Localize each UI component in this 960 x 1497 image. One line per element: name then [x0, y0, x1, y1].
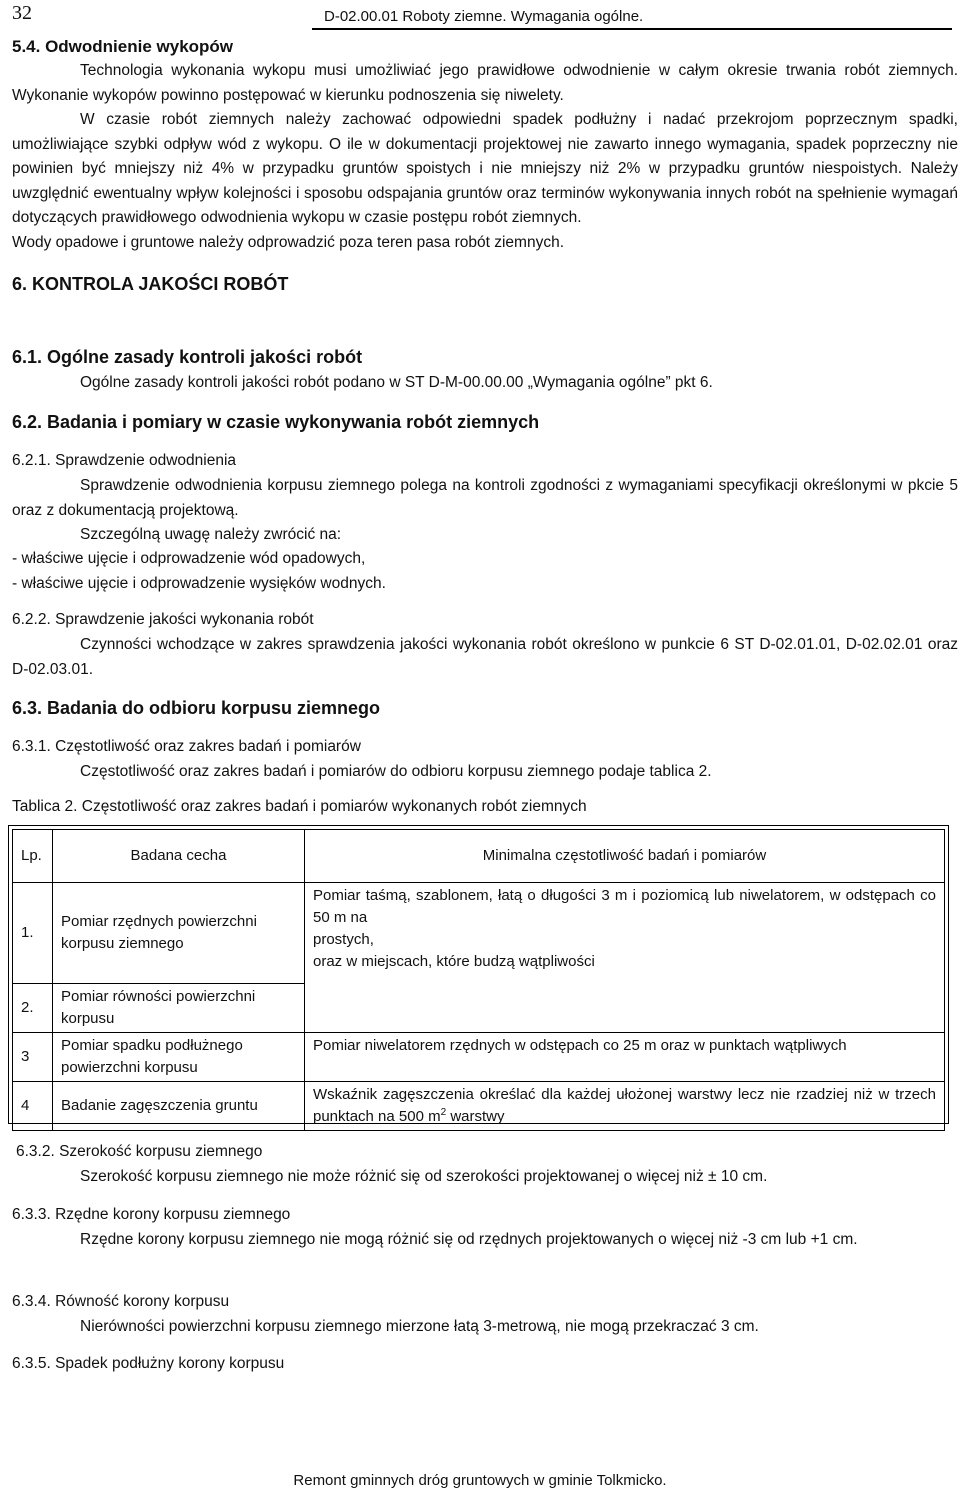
section-6-3-1-paragraph: Częstotliwość oraz zakres badań i pomiarów do odbioru korpusu ziemnego podaje tablica 2.	[80, 763, 712, 780]
row-4-frequency	[305, 1082, 945, 1131]
section-5-4-heading: 5.4. Odwodnienie wykopów	[12, 37, 234, 56]
table-header-row	[13, 830, 945, 883]
section-6-2-1-item-1: - właściwe ujęcie i odprowadzenie wód opadowych,	[12, 550, 366, 567]
row-1-lp: 1.	[13, 883, 53, 984]
row-2-cecha: Pomiar równości powierzchni korpusu	[53, 984, 305, 1033]
section-6-1-paragraph: Ogólne zasady kontroli jakości robót podano w ST D-M-00.00.00 „Wymagania ogólne” pkt 6.	[80, 374, 713, 391]
section-6-2-1-heading: 6.2.1. Sprawdzenie odwodnienia	[12, 452, 237, 469]
section-5-4-paragraph-1: Technologia wykonania wykopu musi umożliwiać jego prawidłowe odwodnienie w całym okresie trwania robót ziemnych. Wykonanie wykopów powinno postępować w kierunku podnoszenia się niwelety.	[12, 62, 958, 104]
section-5-4-paragraph-3: Wody opadowe i gruntowe należy odprowadzić poza teren pasa robót ziemnych.	[12, 234, 565, 251]
section-6-3-2-paragraph: Szerokość korpusu ziemnego nie może różnić się od szerokości projektowanej o więcej niż ± 10 cm.	[80, 1168, 768, 1185]
section-5-4-paragraph-2: W czasie robót ziemnych należy zachować odpowiedni spadek podłużny i nadać przekrojom poprzecznym spadki, umożliwiające szybki odpływ wód z wykopu. O ile w dokumentacji projektowej nie zawarto innego wymagania, spadek poprzeczny nie powinien być mniejszy niż 4% w przypadku gruntów spoistych i nie mniejszy niż 2% w przypadku gruntów niespoistych. Należy uwzględnić ewentualny wpływ kolejności i sposobu odspajania gruntów oraz terminów wykonywania innych robót na spełnienie wymagań dotyczących prawidłowego odwodnienia wykopu w czasie postępu robót ziemnych.	[12, 111, 958, 226]
row-4-cecha: Badanie zagęszczenia gruntu	[53, 1082, 305, 1131]
frequency-1-line-1: Pomiar taśmą, szablonem, łatą o długości 3 m i poziomicą lub niwelatorem, w odstępach co 50 m na	[313, 887, 936, 926]
section-6-3-5-heading: 6.3.5. Spadek podłużny korony korpusu	[12, 1355, 285, 1372]
row-2-lp: 2.	[13, 984, 53, 1033]
page-header	[12, 2, 952, 30]
table-caption: Tablica 2. Częstotliwość oraz zakres badań i pomiarów wykonanych robót ziemnych	[12, 798, 587, 815]
page-number: 32	[12, 2, 32, 24]
section-6-2-1-paragraph: Sprawdzenie odwodnienia korpusu ziemnego polega na kontroli zgodności z wymaganiami specyfikacji określonymi w pkcie 5 oraz z dokumentacją projektową.	[12, 477, 958, 519]
header-title: D-02.00.01 Roboty ziemne. Wymagania ogólne.	[324, 8, 644, 25]
section-6-2-heading: 6.2. Badania i pomiary w czasie wykonywania robót ziemnych	[12, 412, 540, 432]
header-frequency: Minimalna częstotliwość badań i pomiarów	[305, 830, 945, 883]
section-6-1-heading: 6.1. Ogólne zasady kontroli jakości robót	[12, 347, 363, 367]
row-3-frequency: Pomiar niwelatorem rzędnych w odstępach co 25 m oraz w punktach wątpliwych	[305, 1033, 945, 1082]
section-6-2-2-heading: 6.2.2. Sprawdzenie jakości wykonania robót	[12, 611, 314, 628]
table-row	[13, 1033, 945, 1082]
section-6-2-1-attention: Szczególną uwagę należy zwrócić na:	[80, 526, 342, 543]
row-4-lp: 4	[13, 1082, 53, 1131]
frequency-table	[12, 829, 945, 1131]
section-6-3-2-heading: 6.3.2. Szerokość korpusu ziemnego	[16, 1143, 263, 1160]
page-footer: Remont gminnych dróg gruntowych w gminie Tolkmicko.	[293, 1472, 667, 1489]
frequency-1-line-3: oraz w miejscach, które budzą wątpliwości	[313, 953, 595, 970]
section-6-2-2-paragraph: Czynności wchodzące w zakres sprawdzenia jakości wykonania robót określono w punkcie 6 ST D-02.01.01, D-02.02.01 oraz D-02.03.01.	[12, 636, 958, 678]
section-6-2-1-item-2: - właściwe ujęcie i odprowadzenie wysięków wodnych.	[12, 575, 386, 592]
table-row	[13, 883, 945, 984]
section-6-heading: 6. KONTROLA JAKOŚCI ROBÓT	[12, 274, 289, 294]
section-6-3-4-paragraph: Nierówności powierzchni korpusu ziemnego mierzone łatą 3-metrową, nie mogą przekraczać 3 cm.	[80, 1318, 759, 1335]
header-rule	[312, 28, 952, 30]
row-3-lp: 3	[13, 1033, 53, 1082]
header-cecha: Badana cecha	[53, 830, 305, 883]
section-6-3-3-heading: 6.3.3. Rzędne korony korpusu ziemnego	[12, 1206, 291, 1223]
section-6-3-4-heading: 6.3.4. Równość korony korpusu	[12, 1293, 230, 1310]
frequency-4-text: Wskaźnik zagęszczenia określać dla każdej ułożonej warstwy lecz nie rzadziej niż w trzech punktach na 500 m	[313, 1086, 936, 1125]
frequency-4-superscript: 2	[440, 1107, 447, 1118]
section-6-3-1-heading: 6.3.1. Częstotliwość oraz zakres badań i pomiarów	[12, 738, 361, 755]
frequency-1-line-2: prostych,	[313, 931, 374, 948]
header-lp: Lp.	[13, 830, 53, 883]
section-6-3-heading: 6.3. Badania do odbioru korpusu ziemnego	[12, 698, 381, 718]
section-6-3-3-paragraph: Rzędne korony korpusu ziemnego nie mogą różnić się od rzędnych projektowanych o więcej niż -3 cm lub +1 cm.	[80, 1231, 858, 1248]
row-1-cecha: Pomiar rzędnych powierzchni korpusu ziemnego	[53, 883, 305, 984]
row-1-2-frequency	[305, 883, 945, 1033]
row-3-cecha: Pomiar spadku podłużnego powierzchni korpusu	[53, 1033, 305, 1082]
table-row	[13, 1082, 945, 1131]
frequency-4-suffix: warstwy	[446, 1108, 505, 1125]
